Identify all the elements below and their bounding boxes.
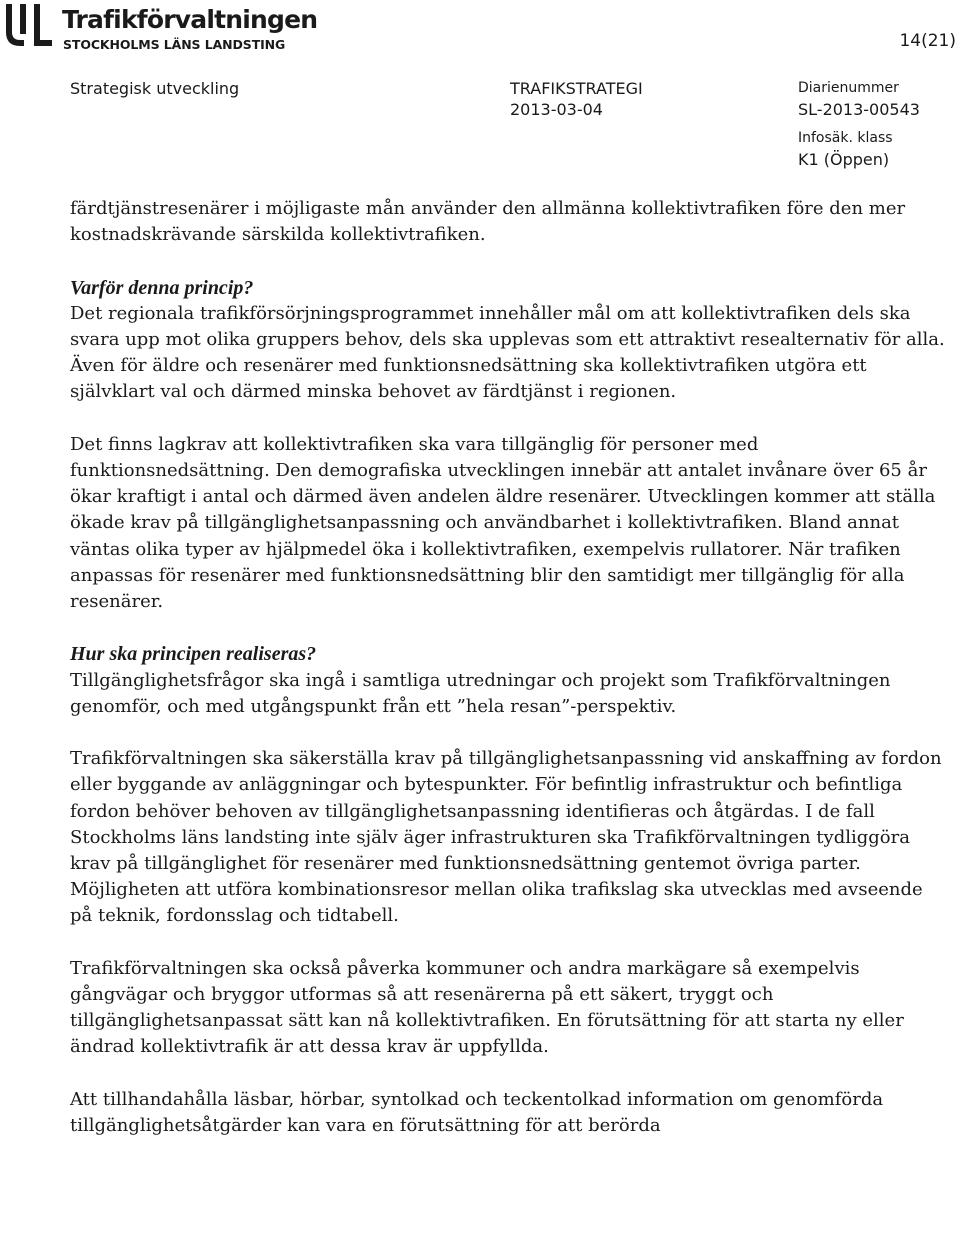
paragraph-information: Att tillhandahålla läsbar, hörbar, syntolkad och teckentolkad information om genomförda tillgänglighetsåtgärder kan vara en förutsättning för att berörda [70,1088,884,1137]
heading-why-principle: Varför denna princip? [70,276,254,299]
registration-info [798,78,920,120]
organization-logo [2,2,322,52]
classification-label: Infosäk. klass [798,130,893,146]
paragraph-intro: färdtjänstresenärer i möjligaste mån använder den allmänna kollektivtrafiken före den mer kostnadskrävande särskilda kollektivtrafiken. [70,198,906,246]
paragraph-ensure-requirements: Trafikförvaltningen ska säkerställa krav på tillgänglighetsanpassning vid anskaffning av fordon eller byggande av anläggningar och bytespunkter. För befintlig infrastruktur och befintliga fordon behöver behoven av tillgänglighetsanpassning identifieras och åtgärdas. I de fall Stockholms läns landsting inte själv äger infrastrukturen ska Trafikförvaltningen tydliggöra krav på tillgänglighet för resenärer med funktionsnedsättning gentemot övriga parter. Möjligheten att utföra kombinationsresor mellan olika trafikslag ska utvecklas med avseende på teknik, fordonsslag och tidtabell. [70,748,942,927]
logo-subtitle: STOCKHOLMS LÄNS LANDSTING [63,37,286,52]
document-title: TRAFIKSTRATEGI [510,79,643,98]
document-body [70,196,950,1139]
page-number: 14(21) [899,31,956,51]
paragraph-how: Tillgänglighetsfrågor ska ingå i samtliga utredningar och projekt som Trafikförvaltningen genomför, och med utgångspunkt från ett ”hela resan”-perspektiv. [70,669,891,717]
department-label: Strategisk utveckling [70,79,240,98]
paragraph-legal-requirements: Det finns lagkrav att kollektivtrafiken ska vara tillgänglig för personer med funktionsnedsättning. Den demografiska utvecklingen innebär att antalet invånare över 65 år ökar kraftigt i antal och därmed även andelen äldre resenärer. Utvecklingen kommer att ställa ökade krav på tillgänglighetsanpassning och användbarhet i kollektivtrafiken. Bland annat väntas olika typer av hjälpmedel öka i kollektivtrafiken, exempelvis rullatorer. När trafiken anpassas för resenärer med funktionsnedsättning blir den samtidigt mer tillgänglig för alla resenärer. [70,433,936,613]
registration-label: Diarienummer [798,80,899,96]
classification-value: K1 (Öppen) [798,150,890,169]
classification-info [798,128,893,170]
logo-mark-icon [2,2,56,50]
document-info [510,78,643,120]
logo-name: Trafikförvaltningen [62,5,318,34]
paragraph-influence-landowners: Trafikförvaltningen ska också påverka kommuner och andra markägare så exempelvis gångvägar och bryggor utformas så att resenärerna på ett säkert, tryggt och tillgänglighetsanpassat sätt kan nå kollektivtrafiken. En förutsättning för att starta ny eller ändrad kollektivtrafik är att dessa krav är uppfyllda. [70,957,904,1058]
heading-how-realized: Hur ska principen realiseras? [70,643,317,666]
document-date: 2013-03-04 [510,100,603,119]
paragraph-why: Det regionala trafikförsörjningsprogrammet innehåller mål om att kollektivtrafiken dels ska svara upp mot olika gruppers behov, dels ska upplevas som ett attraktivt resealternativ för alla. Även för äldre och resenärer med funktionsnedsättning ska kollektivtrafiken utgöra ett självklart val och därmed minska behovet av färdtjänst i regionen. [70,302,945,403]
registration-number: SL-2013-00543 [798,100,920,119]
